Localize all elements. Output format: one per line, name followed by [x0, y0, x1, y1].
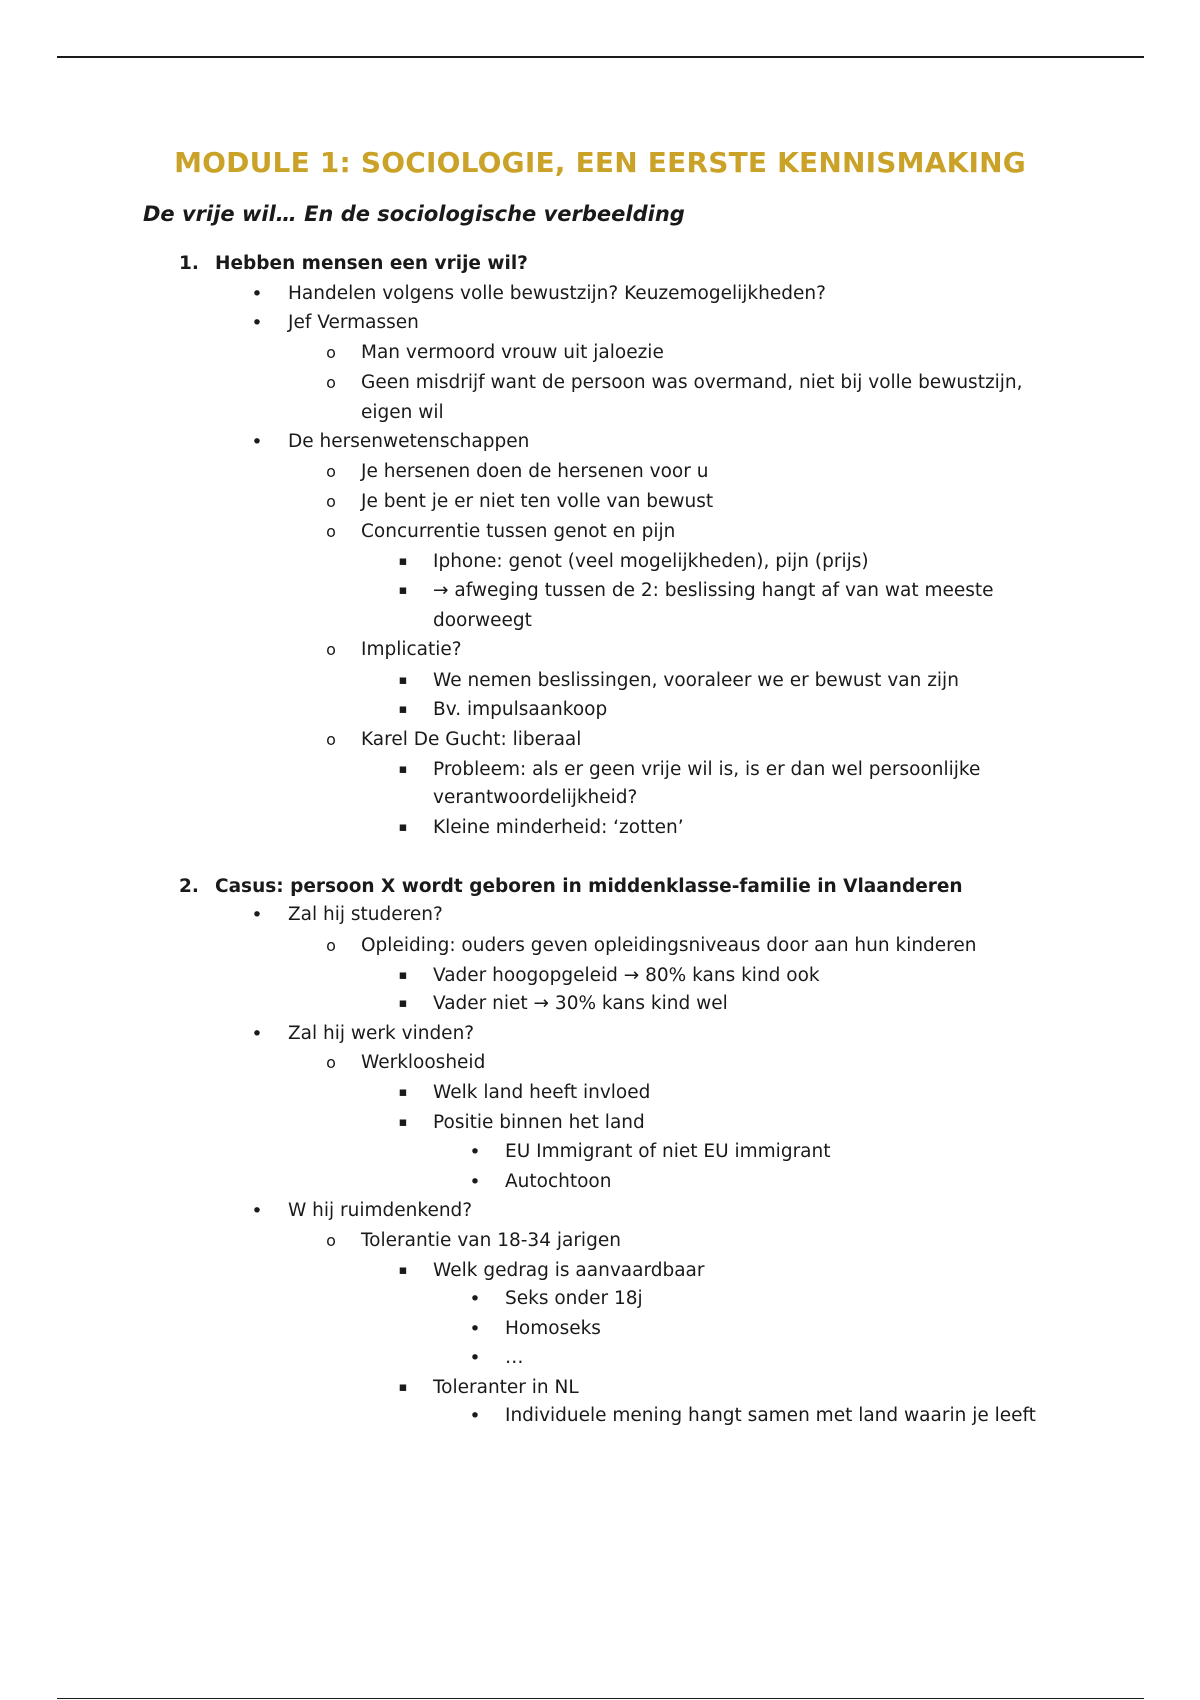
bullet-marker: o [326, 462, 336, 481]
section-number: 1. [179, 253, 199, 274]
list-item-text: Handelen volgens volle bewustzijn? Keuzemogelijkheden? [288, 283, 826, 304]
bullet-marker: • [469, 1405, 481, 1427]
list-item-text: Implicatie? [361, 639, 462, 660]
list-item-text: W hij ruimdenkend? [288, 1200, 473, 1221]
bullet-marker: o [326, 730, 336, 749]
bullet-marker: o [326, 492, 336, 511]
section-number: 2. [179, 876, 199, 897]
bullet-marker: • [251, 431, 263, 453]
bullet-marker: • [469, 1318, 481, 1340]
list-item-text: Individuele mening hangt samen met land waarin je leeft [505, 1405, 1036, 1426]
list-item-text: … [505, 1347, 524, 1368]
list-item-text: Concurrentie tussen genot en pijn [361, 521, 676, 542]
list-item-text: Welk land heeft invloed [433, 1082, 651, 1103]
top-rule [57, 56, 1144, 58]
list-item-text: Bv. impulsaankoop [433, 699, 608, 720]
list-item-text: Je hersenen doen de hersenen voor u [361, 461, 709, 482]
list-item-text: Jef Vermassen [288, 312, 419, 333]
bullet-marker: o [326, 640, 336, 659]
bullet-marker: • [251, 1200, 263, 1222]
bullet-marker: o [326, 936, 336, 955]
list-item-text: Vader hoogopgeleid → 80% kans kind ook [433, 965, 820, 986]
bullet-marker: ▪ [398, 968, 408, 983]
bullet-marker: ▪ [398, 583, 408, 598]
bullet-marker: • [251, 312, 263, 334]
list-item-text: Autochtoon [505, 1171, 612, 1192]
list-item-text: Homoseks [505, 1318, 601, 1339]
bullet-marker: ▪ [398, 702, 408, 717]
bullet-marker: • [251, 283, 263, 305]
list-item-text: Iphone: genot (veel mogelijkheden), pijn (prijs) [433, 551, 869, 572]
bullet-marker: ▪ [398, 554, 408, 569]
list-item-text: Kleine minderheid: ‘zotten’ [433, 817, 684, 838]
list-item-text: Werkloosheid [361, 1052, 486, 1073]
list-item-text: Toleranter in NL [433, 1377, 579, 1398]
bullet-marker: • [469, 1347, 481, 1369]
bullet-marker: • [469, 1171, 481, 1193]
list-item-text: EU Immigrant of niet EU immigrant [505, 1141, 831, 1162]
list-item-text: Man vermoord vrouw uit jaloezie [361, 342, 664, 363]
page-title: MODULE 1: SOCIOLOGIE, EEN EERSTE KENNISMAKING [174, 146, 1026, 179]
bottom-rule [57, 1698, 1144, 1699]
list-item-text: → afweging tussen de 2: beslissing hangt af van wat meeste [433, 580, 994, 601]
bullet-marker: o [326, 522, 336, 541]
list-item-text: doorweegt [433, 610, 532, 631]
bullet-marker: ▪ [398, 1085, 408, 1100]
list-item-text: Karel De Gucht: liberaal [361, 729, 582, 750]
list-item-text: De hersenwetenschappen [288, 431, 530, 452]
list-item-text: Welk gedrag is aanvaardbaar [433, 1260, 705, 1281]
section-title: Hebben mensen een vrije wil? [215, 253, 528, 274]
list-item-text: Vader niet → 30% kans kind wel [433, 993, 728, 1014]
list-item-text: Zal hij werk vinden? [288, 1023, 475, 1044]
bullet-marker: • [251, 904, 263, 926]
bullet-marker: • [469, 1288, 481, 1310]
list-item-text: Opleiding: ouders geven opleidingsniveaus door aan hun kinderen [361, 935, 977, 956]
list-item-text: Seks onder 18j [505, 1288, 643, 1309]
bullet-marker: ▪ [398, 1115, 408, 1130]
bullet-marker: ▪ [398, 673, 408, 688]
list-item-text: eigen wil [361, 402, 444, 423]
bullet-marker: ▪ [398, 1380, 408, 1395]
bullet-marker: o [326, 1053, 336, 1072]
page-subtitle: De vrije wil… En de sociologische verbeelding [143, 202, 685, 226]
bullet-marker: o [326, 1231, 336, 1250]
list-item-text: Je bent je er niet ten volle van bewust [361, 491, 714, 512]
bullet-marker: • [251, 1023, 263, 1045]
list-item-text: verantwoordelijkheid? [433, 787, 638, 808]
list-item-text: Zal hij studeren? [288, 904, 443, 925]
bullet-marker: o [326, 373, 336, 392]
list-item-text: We nemen beslissingen, vooraleer we er bewust van zijn [433, 670, 959, 691]
section-title: Casus: persoon X wordt geboren in middenklasse-familie in Vlaanderen [215, 876, 963, 897]
list-item-text: Probleem: als er geen vrije wil is, is er dan wel persoonlijke [433, 759, 981, 780]
list-item-text: Geen misdrijf want de persoon was overmand, niet bij volle bewustzijn, [361, 372, 1023, 393]
bullet-marker: ▪ [398, 1263, 408, 1278]
bullet-marker: ▪ [398, 762, 408, 777]
bullet-marker: ▪ [398, 820, 408, 835]
bullet-marker: o [326, 343, 336, 362]
bullet-marker: • [469, 1141, 481, 1163]
list-item-text: Positie binnen het land [433, 1112, 645, 1133]
list-item-text: Tolerantie van 18-34 jarigen [361, 1230, 621, 1251]
bullet-marker: ▪ [398, 996, 408, 1011]
